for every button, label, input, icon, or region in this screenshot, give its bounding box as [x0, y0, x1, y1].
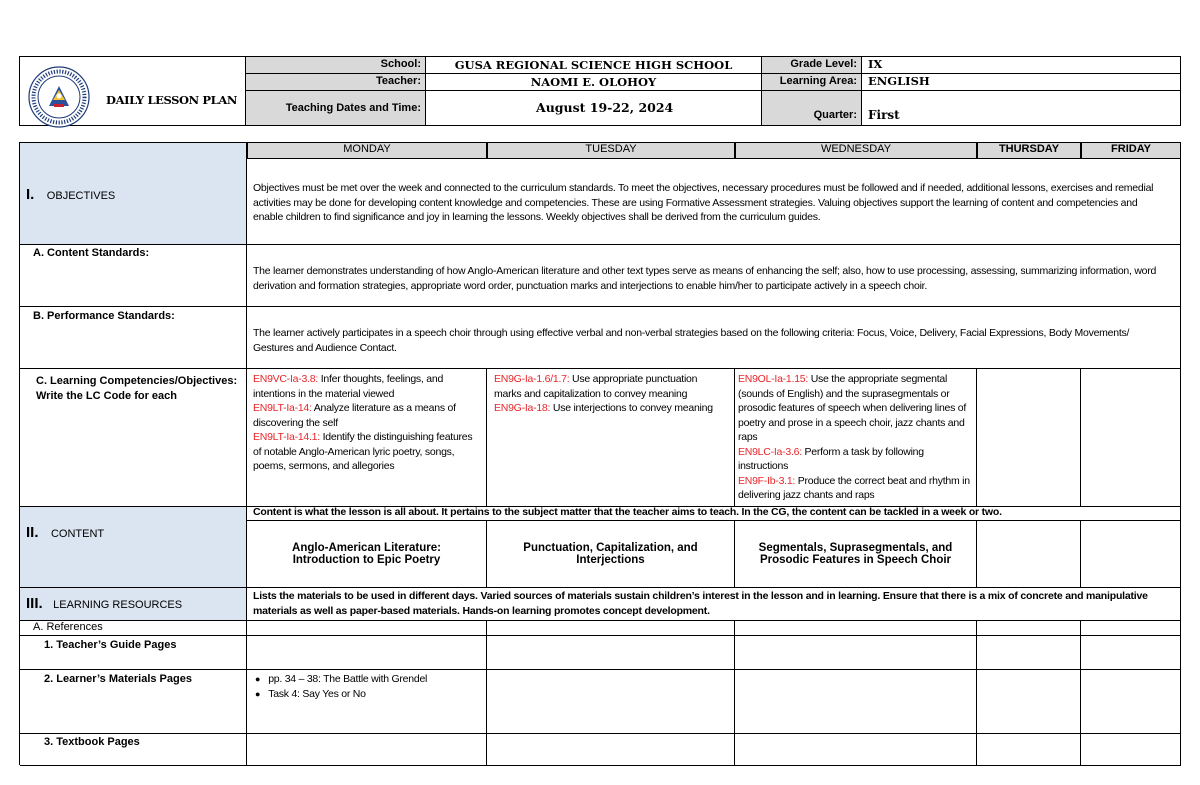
references-monday: [247, 621, 487, 636]
tg-tuesday: [487, 636, 735, 670]
competencies-monday-cell: [247, 369, 487, 507]
lc-text: Use interjections to convey meaning: [550, 402, 713, 414]
competencies-wednesday: [738, 372, 970, 503]
tb-friday: [1081, 734, 1181, 766]
lm-item-text: pp. 34 – 38: The Battle with Grendel: [268, 673, 428, 685]
resources-number: III.: [26, 595, 43, 612]
lm-wednesday: [735, 670, 977, 734]
lc-code: EN9OL-Ia-1.15:: [738, 373, 809, 385]
list-item: ● pp. 34 – 38: The Battle with Grendel: [255, 673, 428, 685]
tb-wednesday: [735, 734, 977, 766]
lc-text: Use the appropriate segmental (sounds of English) and the suprasegmentals or prosodic features of speech when delivering lines of poetry and prose in a speech choir, jazz chants and raps: [738, 373, 967, 443]
lesson-plan-grid: [19, 142, 1181, 765]
content-thursday: [977, 521, 1081, 588]
resources-note-cell: [247, 588, 1181, 621]
textbook-label: 3. Textbook Pages: [44, 736, 140, 748]
objectives-label: OBJECTIVES: [46, 190, 116, 202]
objectives-text-cell: [247, 159, 1181, 245]
competencies-label-cell: [20, 369, 247, 507]
content-note-cell: [247, 507, 1181, 521]
competencies-label: C. Learning Competencies/Objectives:: [36, 375, 238, 387]
lm-monday: [247, 670, 487, 734]
lm-monday-list: [255, 672, 475, 701]
lc-code: EN9VC-Ia-3.8:: [253, 373, 319, 385]
school-label: School:: [246, 57, 426, 74]
teacher-value: NAOMI E. OLOHOY: [426, 74, 762, 91]
header-left: [20, 57, 246, 125]
teaching-dates-value: August 19-22, 2024: [426, 91, 762, 125]
content-label-cell: [20, 507, 247, 588]
competencies-label-note: Write the LC Code for each: [36, 390, 177, 402]
textbook-label-cell: [20, 734, 247, 766]
learning-area-value: ENGLISH: [862, 74, 1180, 91]
objectives-text: Objectives must be met over the week and connected to the curriculum standards. To meet the objectives, necessary procedures must be followed and if needed, additional lessons, exercises and remedial activities may be done for developing content knowledge and competencies. These are using Formative Assessment strategies. Valuing objectives support the learning of content and competencies and enable children to find significance and joy in learning the lessons. Weekly objectives shall be derived from the curriculum guides.: [253, 182, 1154, 223]
quarter-label: Quarter:: [762, 91, 862, 125]
day-header-friday: FRIDAY: [1081, 143, 1181, 159]
references-label: A. References: [33, 621, 103, 633]
competencies-tuesday: [494, 372, 720, 416]
performance-standards-label-cell: [20, 307, 247, 369]
lc-code: EN9LT-Ia-14:: [253, 402, 312, 414]
tb-monday: [247, 734, 487, 766]
performance-standards-text-cell: [247, 307, 1181, 369]
document-title: DAILY LESSON PLAN: [106, 93, 237, 107]
grade-level-label: Grade Level:: [762, 57, 862, 74]
lm-thursday: [977, 670, 1081, 734]
tb-tuesday: [487, 734, 735, 766]
competencies-monday: [253, 372, 478, 474]
content-standards-label-cell: [20, 245, 247, 307]
references-tuesday: [487, 621, 735, 636]
objectives-label-cell: [20, 143, 247, 245]
lc-text: Identify the distinguishing features of notable Anglo-American lyric poetry, songs, poems, sermons, and allegories: [253, 431, 473, 472]
lesson-plan-header: [19, 56, 1181, 126]
content-note: Content is what the lesson is all about. It pertains to the subject matter that the teacher aims to teach. In the CG, the content can be tackled in a week or two.: [253, 507, 1002, 518]
tg-wednesday: [735, 636, 977, 670]
day-header-tuesday: TUESDAY: [487, 143, 735, 159]
day-header-monday: MONDAY: [247, 143, 487, 159]
tg-friday: [1081, 636, 1181, 670]
objectives-number: I.: [26, 186, 35, 203]
resources-label: LEARNING RESOURCES: [53, 599, 183, 611]
day-header-thursday: THURSDAY: [977, 143, 1081, 159]
content-label: CONTENT: [50, 528, 105, 540]
references-friday: [1081, 621, 1181, 636]
tb-thursday: [977, 734, 1081, 766]
lc-code: EN9G-Ia-18:: [494, 402, 551, 414]
content-monday: Anglo-American Literature: Introduction to Epic Poetry: [247, 521, 487, 588]
lc-text: Perform a task by following instructions: [738, 445, 924, 472]
references-thursday: [977, 621, 1081, 636]
lm-item-text: Task 4: Say Yes or No: [268, 687, 366, 700]
content-wednesday: Segmentals, Suprasegmentals, and Prosodic Features in Speech Choir: [735, 521, 977, 588]
tg-monday: [247, 636, 487, 670]
content-standards-text: The learner demonstrates understanding of how Anglo-American literature and other text types serve as means of enhancing the self; also, how to use processing, assessing, summarizing information, word derivation and formation strategies, appropriate word order, punctuation marks and interjections to enable him/her to participate actively in a speech choir.: [253, 265, 1157, 292]
content-number: II.: [26, 524, 39, 541]
lc-code: EN9LT-Ia-14.1:: [253, 431, 320, 443]
lc-code: EN9F-Ib-3.1:: [738, 474, 796, 487]
resources-note: Lists the materials to be used in different days. Varied sources of materials sustain children’s interest in the lesson and in learning. Ensure that there is a mix of concrete and manipulative materials as well as paper-based materials. Hands-on learning promotes concept development.: [253, 590, 1148, 617]
performance-standards-text: The learner actively participates in a speech choir through using effective verbal and non-verbal strategies based on the following criteria: Focus, Voice, Delivery, Facial Expressions, Body Movements/ Gestures and Audience Contact.: [253, 327, 1130, 354]
day-header-wednesday: WEDNESDAY: [735, 143, 977, 159]
competencies-thursday-cell: [977, 369, 1081, 507]
tg-thursday: [977, 636, 1081, 670]
teachers-guide-label: 1. Teacher’s Guide Pages: [44, 639, 177, 651]
quarter-value: First: [868, 108, 900, 122]
lc-code: EN9LC-Ia-3.6:: [738, 445, 802, 458]
grade-level-value: IX: [862, 57, 1180, 74]
content-standards-label: A. Content Standards:: [33, 247, 150, 259]
lm-tuesday: [487, 670, 735, 734]
teachers-guide-label-cell: [20, 636, 247, 670]
resources-label-cell: [20, 588, 247, 621]
teacher-label: Teacher:: [246, 74, 426, 91]
content-friday: [1081, 521, 1181, 588]
lc-text: Infer thoughts, feelings, and intentions in the material viewed: [253, 373, 444, 400]
lc-text: Produce the correct beat and rhythm in delivering jazz chants and raps: [738, 474, 970, 501]
lc-text: Analyze literature as a means of discovering the self: [253, 402, 456, 429]
teaching-dates-label: Teaching Dates and Time:: [246, 91, 426, 125]
list-item: ● Task 4: Say Yes or No: [255, 687, 366, 700]
learners-materials-label: 2. Learner’s Materials Pages: [44, 673, 192, 685]
learners-materials-label-cell: [20, 670, 247, 734]
competencies-friday-cell: [1081, 369, 1181, 507]
performance-standards-label: B. Performance Standards:: [33, 310, 175, 322]
lc-code: EN9G-Ia-1.6/1.7:: [494, 373, 570, 385]
lc-text: Use appropriate punctuation marks and capitalization to convey meaning: [494, 373, 698, 400]
competencies-tuesday-cell: [487, 369, 735, 507]
content-standards-text-cell: [247, 245, 1181, 307]
references-label-cell: [20, 621, 247, 636]
content-tuesday: Punctuation, Capitalization, and Interjections: [487, 521, 735, 588]
references-wednesday: [735, 621, 977, 636]
deped-seal-icon: [28, 66, 90, 128]
competencies-wednesday-cell: [735, 369, 977, 507]
learning-area-label: Learning Area:: [762, 74, 862, 91]
lm-friday: [1081, 670, 1181, 734]
school-value: GUSA REGIONAL SCIENCE HIGH SCHOOL: [426, 57, 762, 74]
